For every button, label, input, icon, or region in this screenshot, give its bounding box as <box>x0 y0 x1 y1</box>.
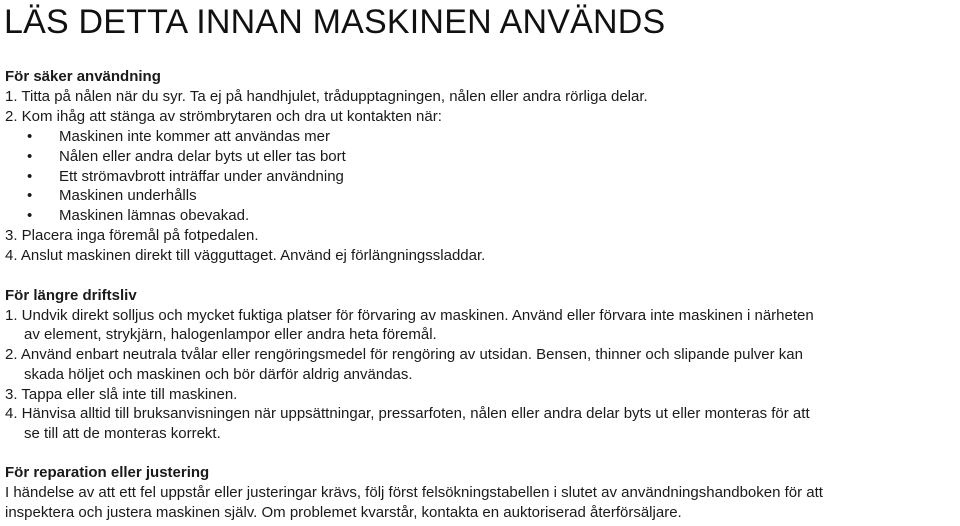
page-title: LÄS DETTA INNAN MASKINEN ANVÄNDS <box>4 3 666 41</box>
bullet-icon: • <box>27 207 33 224</box>
safe-use-item-3: 3. Placera inga föremål på fotpedalen. <box>5 227 259 244</box>
bullet-icon: • <box>27 187 33 204</box>
longer-life-item-1: 1. Undvik direkt solljus och mycket fuktiga platser för förvaring av maskinen. Använd eller förvara inte maskinen i närheten <box>5 307 814 324</box>
bullet-icon: • <box>27 128 33 145</box>
section-heading-longer-life: För längre driftsliv <box>5 287 137 304</box>
bullet-item: Ett strömavbrott inträffar under användning <box>59 168 344 185</box>
bullet-item: Maskinen inte kommer att användas mer <box>59 128 330 145</box>
bullet-icon: • <box>27 168 33 185</box>
bullet-item: Maskinen lämnas obevakad. <box>59 207 250 224</box>
longer-life-item-4-cont: se till att de monteras korrekt. <box>24 425 221 442</box>
bullet-icon: • <box>27 148 33 165</box>
bullet-item: Maskinen underhålls <box>59 187 197 204</box>
repair-paragraph-line-1: I händelse av att ett fel uppstår eller justeringar krävs, följ först felsökningstabellen i slutet av användningshandboken för att <box>5 484 823 501</box>
repair-paragraph-line-2: inspektera och justera maskinen själv. Om problemet kvarstår, kontakta en auktoriserad återförsäljare. <box>5 504 682 521</box>
longer-life-item-2-cont: skada höljet och maskinen och bör därför aldrig användas. <box>24 366 413 383</box>
safe-use-item-4: 4. Anslut maskinen direkt till vägguttaget. Använd ej förlängningssladdar. <box>5 247 486 264</box>
longer-life-item-4: 4. Hänvisa alltid till bruksanvisningen när uppsättningar, pressarfoten, nålen eller andra delar byts ut eller monteras för att <box>5 405 810 422</box>
longer-life-item-2: 2. Använd enbart neutrala tvålar eller rengöringsmedel för rengöring av utsidan. Bensen, thinner och slipande pulver kan <box>5 346 803 363</box>
safe-use-item-2: 2. Kom ihåg att stänga av strömbrytaren och dra ut kontakten när: <box>5 108 442 125</box>
section-heading-safe-use: För säker användning <box>5 68 161 85</box>
section-heading-repair: För reparation eller justering <box>5 464 210 481</box>
bullet-item: Nålen eller andra delar byts ut eller tas bort <box>59 148 346 165</box>
safe-use-item-1: 1. Titta på nålen när du syr. Ta ej på handhjulet, trådupptagningen, nålen eller andra rörliga delar. <box>5 88 648 105</box>
longer-life-item-3: 3. Tappa eller slå inte till maskinen. <box>5 386 238 403</box>
longer-life-item-1-cont: av element, strykjärn, halogenlampor eller andra heta föremål. <box>24 326 437 343</box>
